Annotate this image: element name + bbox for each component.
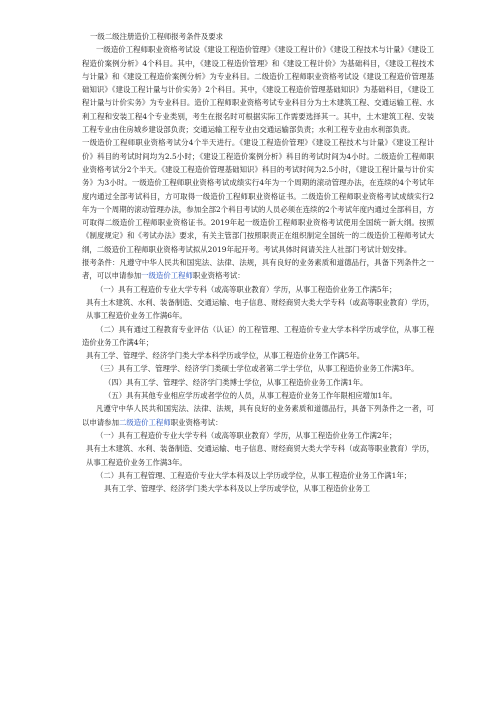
condition-item: （一）具有工程造价专业大学专科（或高等职业教育）学历，从事工程造价业务工作满2年； (96, 430, 397, 440)
condition-item: （五）具有其他专业相应学历或者学位的人员，从事工程造价业务工作年限相应增加1年。 (104, 391, 397, 401)
paragraph-exam-time: 一级造价工程师职业资格考试分4个半天进行。《建设工程造价管理》《建设工程技术与计量》《建设工程计价》科目的考试时间均为2.5小时；《建设工程造价案例分析》科目的考试时间为4小时。二级造价工程师职业资格考试分2个半天。《建设工程造价管理基础知识》科目的考试时间为2.5小时，《建设工程计量与计价实务》为3小时。一级造价工程师职业资格考试成绩实行4年为一个周期的滚动管理办法，在连续的4个考试年度内通过全部考试科目，方可取得一级造价工程师职业资格证书。二级造价工程师职业资格考试成绩实行2年为一个周期的滚动管理办法，参加全部2个科目考试的人员必须在连续的2个考试年度内通过全部科目，方可取得二级造价工程师职业资格证书。2019年起一级造价工程师职业资格考试使用全国统一新大纲。按照《制度规定》和《考试办法》要求，有关主管部门按照职责正在组织制定全国统一的二级造价工程师考试大纲，二级造价工程师职业资格考试拟从2019年起开考。考试具体时间请关注人社部门考试计划安排。 (82, 138, 434, 254)
paragraph-level2-conditions (82, 402, 434, 429)
level1-engineer-link[interactable]: 一级造价工程师 (141, 271, 193, 281)
condition-item: （二）具有工程管理、工程造价专业大学本科及以上学历或学位，从事工程造价业务工作满1年； (96, 470, 412, 480)
level2-engineer-link[interactable]: 二级造价工程师 (118, 417, 171, 427)
text-segment: 职业资格考试： (192, 271, 245, 281)
condition-item: （一）具有工程造价专业大学专科（或高等职业教育）学历，从事工程造价业务工作满5年； (96, 284, 397, 294)
condition-item: 具有工学、管理学、经济学门类大学本科及以上学历或学位，从事工程造价业务工 (104, 484, 371, 494)
paragraph-level1-conditions (82, 256, 434, 283)
text-segment: 报考条件：凡遵守中华人民共和国宪法、法律、法规，具有良好的业务素质和道德品行，具备下列条件之一者，可以申请参加 (82, 258, 434, 281)
condition-item: （四）具有工学、管理学、经济学门类博士学位，从事工程造价业务工作满1年。 (104, 377, 368, 387)
condition-item: （二）具有通过工程教育专业评估（认证）的工程管理、工程造价专业大学本科学历或学位，从事工程造价业务工作满4年； (82, 324, 434, 347)
document-title: 一级二级注册造价工程师报考条件及要求 (90, 32, 224, 41)
text-segment: 职业资格考试： (170, 417, 223, 427)
paragraph-subjects: 一级造价工程师职业资格考试设《建设工程造价管理》《建设工程计价》《建设工程技术与计量》《建设工程造价案例分析》4个科目。其中，《建设工程造价管理》和《建设工程计价》为基础科目，《建设工程技术与计量》和《建设工程造价案例分析》为专业科目。二级造价工程师职业资格考试设《建设工程造价管理基础知识》《建设工程计量与计价实务》2个科目。其中，《建设工程造价管理基础知识》为基础科目，《建设工程计量与计价实务》为专业科目。造价工程师职业资格考试专业科目分为土木建筑工程、交通运输工程、水利工程和安装工程4个专业类别，考生在报名时可根据实际工作需要选择其一。其中，土木建筑工程、安装工程专业由住房城乡建设部负责；交通运输工程专业由交通运输部负责；水利工程专业由水利部负责。 (82, 45, 434, 135)
condition-item: 具有土木建筑、水利、装备制造、交通运输、电子信息、财经商贸大类大学专科（或高等职业教育）学历，从事工程造价业务工作满6年。 (86, 297, 434, 321)
condition-item: （三）具有工学、管理学、经济学门类硕士学位或者第二学士学位，从事工程造价业务工作满3年。 (96, 364, 419, 374)
condition-item: 具有土木建筑、水利、装备制造、交通运输、电子信息、财经商贸大类大学专科（或高等职业教育）学历，从事工程造价业务工作满3年。 (86, 444, 434, 467)
condition-item: 具有工学、管理学、经济学门类大学本科学历或学位，从事工程造价业务工作满5年。 (86, 351, 365, 361)
text-segment: 凡遵守中华人民共和国宪法、法律、法规，具有良好的业务素质和道德品行，具备下列条件之一者，可以申请参加 (82, 404, 434, 427)
